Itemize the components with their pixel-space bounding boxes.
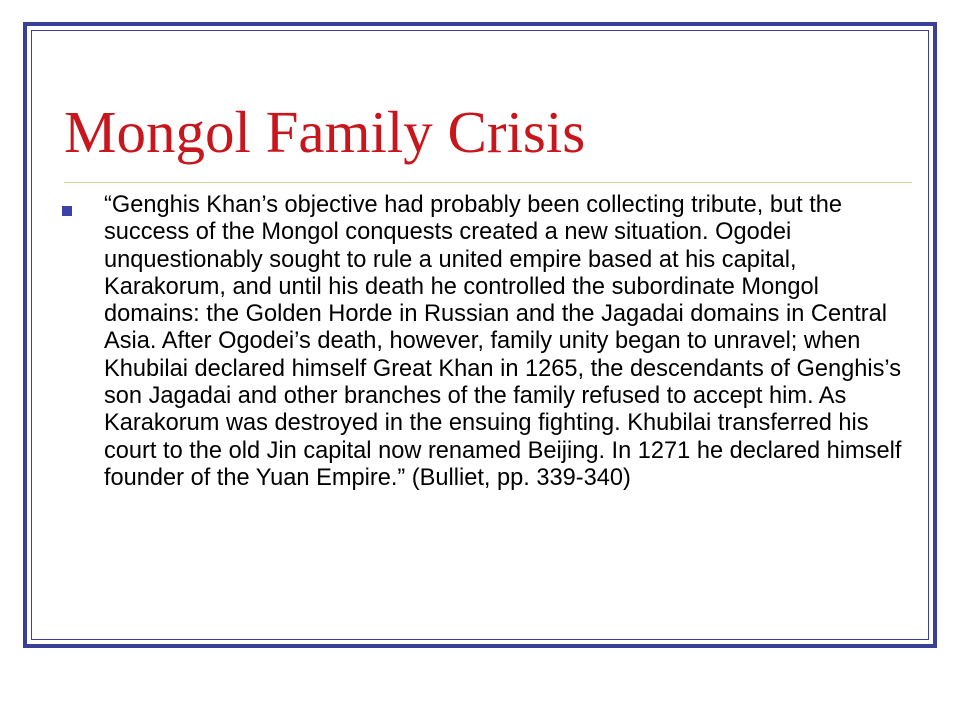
bullet-list	[62, 192, 912, 492]
quote-text: “Genghis Khan’s objective had probably been collecting tribute, but the success of the Mongol conquests created a new situation. Ogodei unquestionably sought to rule a united empire based at his capital, Karakorum, and until his death he controlled the subordinate Mongol domains: the Golden Horde in Russian and the Jagadai domains in Central Asia. After Ogodei’s death, however, family unity began to unravel; when Khubilai declared himself Great Khan in 1265, the descendants of Genghis’s son Jagadai and other branches of the family refused to accept him. As Karakorum was destroyed in the ensuing fighting. Khubilai transferred his court to the old Jin capital now renamed Beijing. In 1271 he declared himself founder of the Yuan Empire.” (Bulliet, pp. 339-340)	[104, 192, 902, 491]
bullet-item	[62, 192, 912, 492]
square-bullet-icon	[62, 206, 72, 216]
title-divider	[64, 182, 912, 183]
slide-title: Mongol Family Crisis	[64, 99, 586, 165]
